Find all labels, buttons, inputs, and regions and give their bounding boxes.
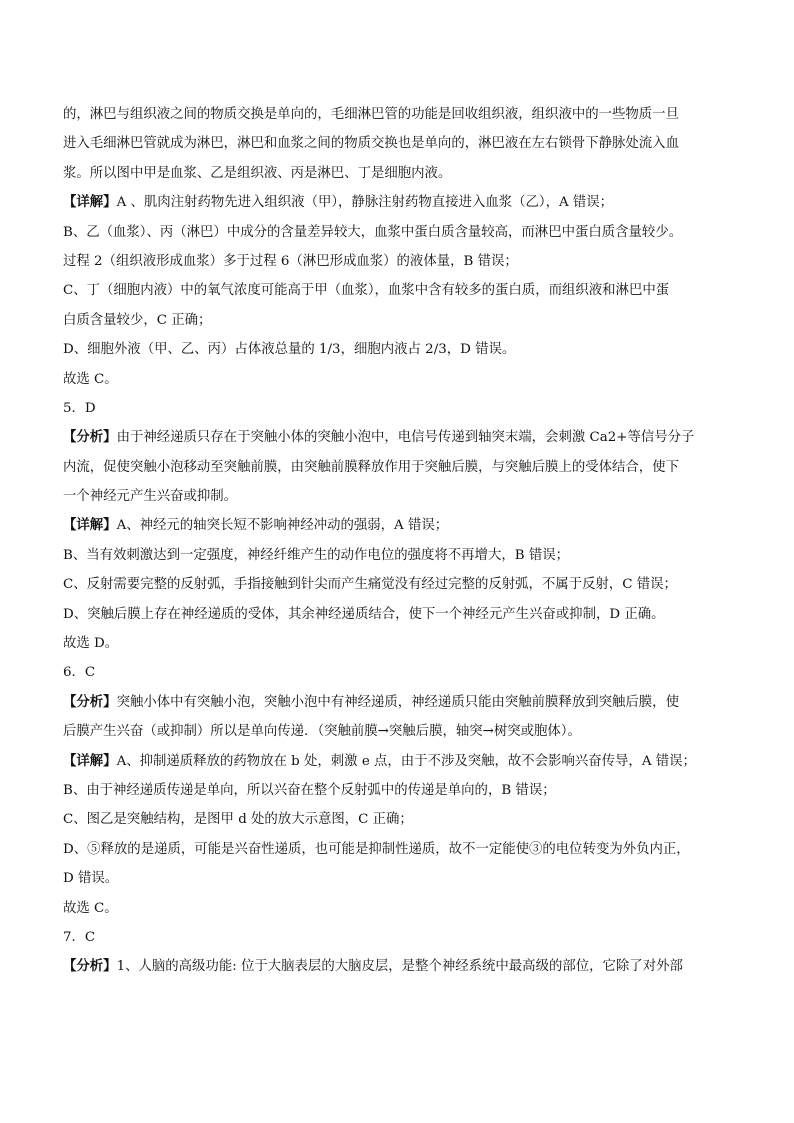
line-text: C、反射需要完整的反射弧，手指接触到针尖而产生痛觉没有经过完整的反射弧，不属于反射，C 错误；	[63, 577, 677, 593]
line-text: D、⑤释放的是递质，可能是兴奋性递质，也可能是抑制性递质，故不一定能使③的电位转变为外负内正，	[63, 841, 690, 857]
line-text: 突触小体中有突触小泡，突触小泡中有神经递质，神经递质只能由突触前膜释放到突触后膜，使	[116, 694, 679, 710]
section-tag: 【详解】	[63, 194, 117, 211]
line-text: 故选 C。	[63, 900, 118, 916]
text-line	[63, 570, 723, 599]
line-text: 浆。所以图中甲是血浆、乙是组织液、丙是淋巴、丁是细胞内液。	[63, 165, 452, 181]
text-line	[63, 335, 723, 364]
section-tag: 【分析】	[63, 958, 117, 975]
line-text: 的，淋巴与组织液之间的物质交换是单向的，毛细淋巴管的功能是回收组织液，组织液中的一些物质一旦	[63, 107, 679, 122]
text-line	[63, 453, 723, 482]
section-tag: 【分析】	[63, 429, 117, 446]
line-text: 6．C	[63, 665, 96, 681]
line-text: 过程 2（组织液形成血浆）多于过程 6（淋巴形成血浆）的液体量，B 错误；	[63, 253, 518, 269]
line-text: 一个神经元产生兴奋或抑制。	[63, 489, 238, 505]
line-text: 故选 D。	[63, 636, 119, 652]
text-line	[63, 835, 723, 864]
text-line	[63, 247, 723, 276]
text-line	[63, 923, 723, 952]
line-text: 7．C	[63, 929, 96, 945]
line-text: C、图乙是突触结构，是图甲 d 处的放大示意图，C 正确；	[63, 812, 413, 828]
text-line	[63, 629, 723, 658]
text-line	[63, 717, 723, 746]
line-text: 进入毛细淋巴管就成为淋巴，淋巴和血浆之间的物质交换也是单向的，淋巴液在左右锁骨下静脉处流入血	[63, 136, 679, 152]
line-text: D、细胞外液（甲、乙、丙）占体液总量的 1/3，细胞内液占 2/3，D 错误。	[63, 342, 516, 358]
text-line	[63, 894, 723, 923]
line-text: 后膜产生兴奋（或抑制）所以是单向传递．（突触前膜→突触后膜，轴突→树突或胞体）。	[63, 724, 581, 740]
line-text: 内流，促使突触小泡移动至突触前膜，由突触前膜释放作用于突触后膜，与突触后膜上的受体结合，使下	[63, 459, 679, 475]
line-text: 由于神经递质只存在于突触小体的突触小泡中，电信号传递到轴突末端，会刺激 Ca2+等信号分子	[116, 430, 695, 446]
text-line	[63, 600, 723, 629]
text-line	[63, 159, 723, 188]
section-tag: 【分析】	[63, 693, 117, 710]
text-line	[63, 952, 723, 981]
text-line	[63, 394, 723, 423]
text-line	[63, 541, 723, 570]
line-text: D、突触后膜上存在神经递质的受体，其余神经递质结合，使下一个神经元产生兴奋或抑制，D 正确。	[63, 606, 665, 622]
line-text: 1、人脑的高级功能: 位于大脑表层的大脑皮层，是整个神经系统中最高级的部位，它除了对外部	[116, 959, 683, 975]
text-line	[63, 688, 723, 717]
text-line	[63, 776, 723, 805]
line-text: B、由于神经递质传递是单向，所以兴奋在整个反射弧中的传递是单向的，B 错误；	[63, 782, 556, 798]
text-line	[63, 747, 723, 776]
line-text: A、神经元的轴突长短不影响神经冲动的强弱，A 错误；	[116, 518, 449, 534]
line-text: 5．D	[63, 400, 96, 416]
line-text: C、丁（细胞内液）中的氧气浓度可能高于甲（血浆），血浆中含有较多的蛋白质，而组织液和淋巴中蛋	[63, 283, 670, 299]
text-line	[63, 276, 723, 305]
text-line	[63, 423, 723, 452]
text-line	[63, 188, 723, 217]
line-text: 白质含量较少，C 正确；	[63, 312, 212, 328]
text-line	[63, 129, 723, 158]
line-text: A 、肌肉注射药物先进入组织液（甲），静脉注射药物直接进入血浆（乙），A 错误；	[116, 195, 614, 211]
text-line	[63, 482, 723, 511]
line-text: D 错误。	[63, 871, 119, 887]
text-line	[63, 306, 723, 335]
line-text: B、当有效刺激达到一定强度，神经纤维产生的动作电位的强度将不再增大，B 错误；	[63, 547, 569, 563]
text-line	[63, 100, 723, 129]
section-tag: 【详解】	[63, 752, 117, 769]
text-line	[63, 805, 723, 834]
section-tag: 【详解】	[63, 517, 117, 534]
document-page	[63, 100, 723, 982]
line-text: A、抑制递质释放的药物放在 b 处，刺激 e 点，由于不涉及突触，故不会影响兴奋传导，A 错误；	[116, 753, 696, 769]
text-line	[63, 365, 723, 394]
line-text: B、乙（血浆）、丙（淋巴）中成分的含量差异较大，血浆中蛋白质含量较高，而淋巴中蛋白质含量较少。	[63, 224, 683, 240]
line-text: 故选 C。	[63, 371, 118, 387]
text-line	[63, 511, 723, 540]
text-line	[63, 864, 723, 893]
text-line	[63, 658, 723, 687]
text-line	[63, 218, 723, 247]
